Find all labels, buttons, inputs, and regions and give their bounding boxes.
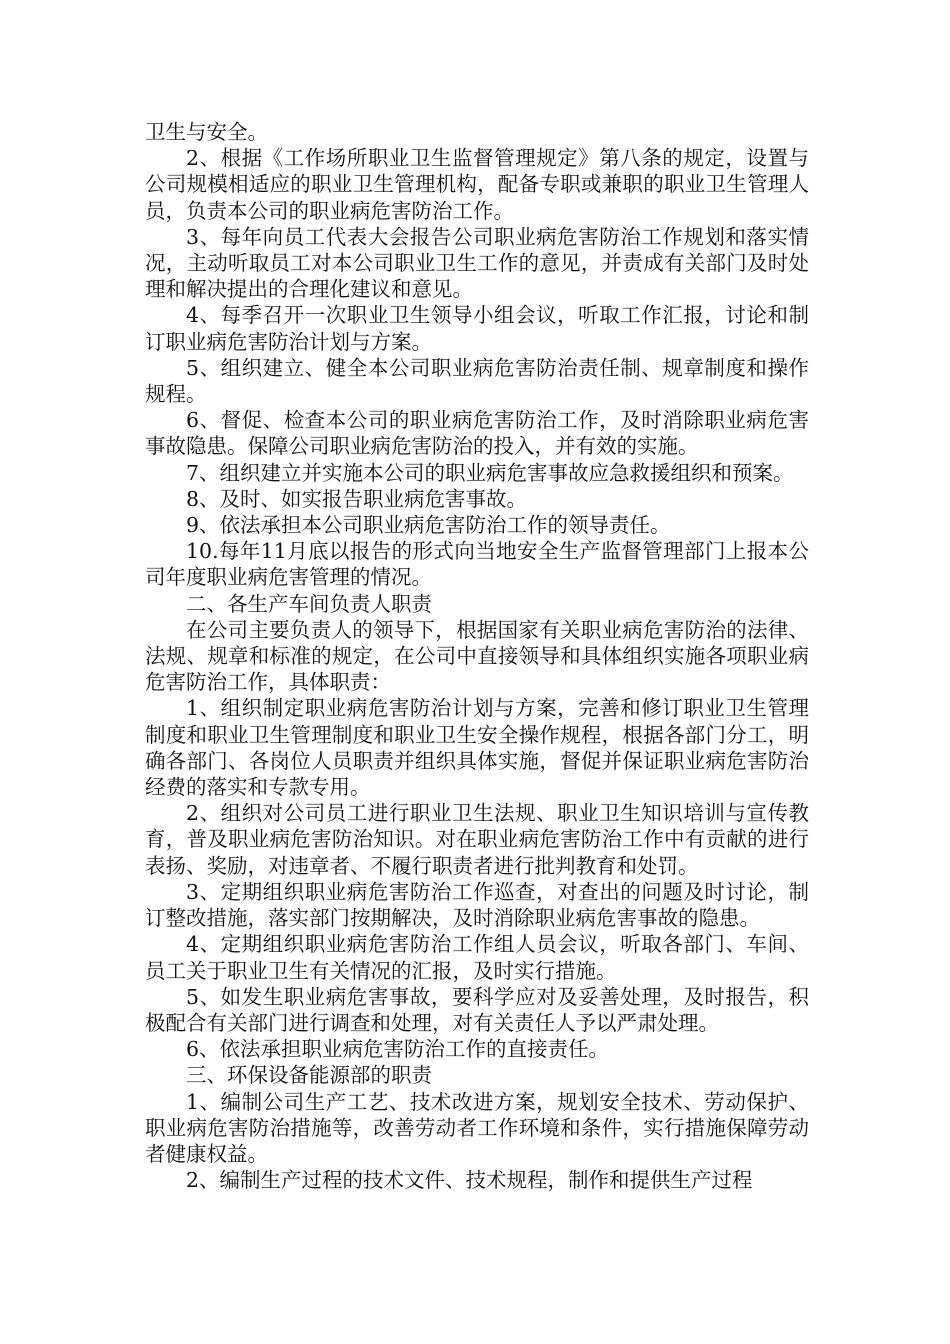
paragraph: 4、定期组织职业病危害防治工作组人员会议，听取各部门、车间、员工关于职业卫生有关情况的汇报，及时实行措施。 bbox=[145, 932, 809, 983]
paragraph: 3、每年向员工代表大会报告公司职业病危害防治工作规划和落实情况，主动听取员工对本公司职业卫生工作的意见，并责成有关部门及时处理和解决提出的合理化建议和意见。 bbox=[145, 224, 809, 302]
paragraph: 8、及时、如实报告职业病危害事故。 bbox=[186, 486, 528, 511]
paragraph: 1、组织制定职业病危害防治计划与方案，完善和修订职业卫生管理制度和职业卫生管理制度和职业卫生安全操作规程，根据各部门分工，明确各部门、各岗位人员职责并组织具体实施，督促并保证职业病危害防治经费的落实和专款专用。 bbox=[145, 696, 809, 800]
paragraph: 1、编制公司生产工艺、技术改进方案，规划安全技术、劳动保护、职业病危害防治措施等，改善劳动者工作环境和条件，实行措施保障劳动者健康权益。 bbox=[145, 1089, 809, 1166]
paragraph: 3、定期组织职业病危害防治工作巡查，对查出的问题及时讨论，制订整改措施，落实部门按期解决，及时消除职业病危害事故的隐患。 bbox=[145, 879, 809, 931]
paragraph: 4、每季召开一次职业卫生领导小组会议，听取工作汇报，讨论和制订职业病危害防治计划与方案。 bbox=[145, 303, 809, 354]
paragraph: 9、依法承担本公司职业病危害防治工作的领导责任。 bbox=[186, 513, 671, 538]
section-heading: 三、环保设备能源部的职责 bbox=[186, 1063, 432, 1088]
paragraph: 5、组织建立、健全本公司职业病危害防治责任制、规章制度和操作规程。 bbox=[145, 355, 809, 407]
paragraph: 2、根据《工作场所职业卫生监督管理规定》第八条的规定，设置与公司规模相适应的职业卫生管理机构，配备专职或兼职的职业卫生管理人员，负责本公司的职业病危害防治工作。 bbox=[145, 146, 809, 223]
document-page bbox=[145, 119, 809, 1193]
paragraph: 卫生与安全。 bbox=[145, 120, 268, 144]
paragraph: 在公司主要负责人的领导下，根据国家有关职业病危害防治的法律、法规、规章和标准的规定，在公司中直接领导和具体组织实施各项职业病危害防治工作，具体职责： bbox=[145, 617, 809, 695]
paragraph: 2、编制生产过程的技术文件、技术规程，制作和提供生产过程 bbox=[186, 1168, 753, 1193]
paragraph: 10.每年11月底以报告的形式向当地安全生产监督管理部门上报本公司年度职业病危害管理的情况。 bbox=[145, 539, 809, 590]
paragraph: 6、依法承担职业病危害防治工作的直接责任。 bbox=[186, 1037, 610, 1062]
paragraph: 5、如发生职业病危害事故，要科学应对及妥善处理，及时报告，积极配合有关部门进行调查和处理，对有关责任人予以严肃处理。 bbox=[145, 984, 809, 1035]
paragraph: 2、组织对公司员工进行职业卫生法规、职业卫生知识培训与宣传教育，普及职业病危害防治知识。对在职业病危害防治工作中有贡献的进行表扬、奖励，对违章者、不履行职责者进行批判教育和处罚。 bbox=[145, 801, 809, 878]
paragraph: 7、组织建立并实施本公司的职业病危害事故应急救援组织和预案。 bbox=[186, 460, 794, 485]
section-heading: 二、各生产车间负责人职责 bbox=[186, 591, 432, 616]
paragraph: 6、督促、检查本公司的职业病危害防治工作，及时消除职业病危害事故隐患。保障公司职业病危害防治的投入，并有效的实施。 bbox=[145, 408, 809, 459]
